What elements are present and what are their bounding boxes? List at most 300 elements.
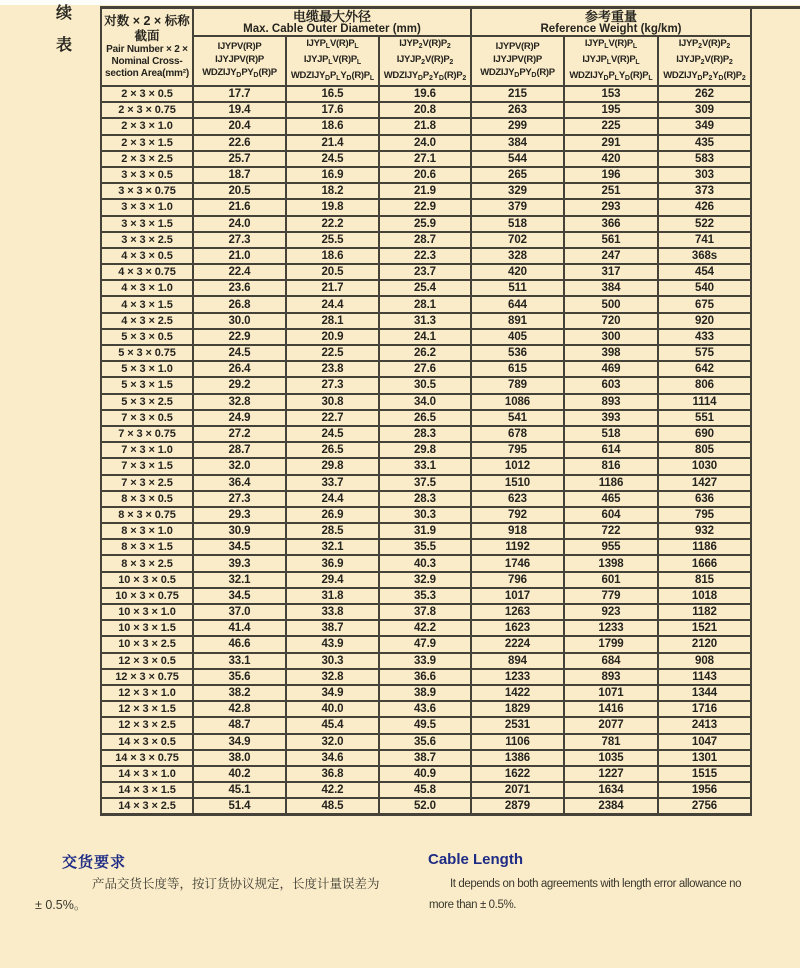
table-row <box>101 248 751 264</box>
value-cell: 1114 <box>658 394 751 410</box>
pair-size-cell: 12 × 3 × 0.5 <box>101 653 193 669</box>
value-cell: 33.7 <box>286 475 379 491</box>
value-cell: 29.3 <box>193 507 286 523</box>
value-cell: 37.8 <box>379 604 471 620</box>
table-row <box>101 766 751 782</box>
value-cell: 25.5 <box>286 232 379 248</box>
value-cell: 500 <box>564 296 658 312</box>
value-cell: 38.7 <box>379 750 471 766</box>
model-code-line: $IJYP_LV(R)P_L$ <box>584 38 638 50</box>
value-cell: 41.4 <box>193 620 286 636</box>
value-cell: 29.2 <box>193 377 286 393</box>
value-cell: 540 <box>658 280 751 296</box>
model-code-line: IJYPV(R)P <box>217 41 262 52</box>
value-cell: 741 <box>658 232 751 248</box>
value-cell: 398 <box>564 345 658 361</box>
pair-size-cell: 2 × 3 × 0.5 <box>101 86 193 102</box>
cable-length-text-line2: more than ± 0.5%. <box>429 899 517 911</box>
value-cell: 1030 <box>658 458 751 474</box>
value-cell: 30.9 <box>193 523 286 539</box>
table-row <box>101 669 751 685</box>
value-cell: 795 <box>471 442 564 458</box>
value-cell: 21.6 <box>193 199 286 215</box>
value-cell: 22.9 <box>193 329 286 345</box>
pair-header-zh-line1: 对数 × 2 × 标称 <box>104 14 190 28</box>
value-cell: 1301 <box>658 750 751 766</box>
model-code-line: $WDZIJY_DP_2Y_D(R)P_2$ <box>663 70 746 82</box>
value-cell: 35.6 <box>379 734 471 750</box>
value-cell: 518 <box>471 216 564 232</box>
value-cell: 792 <box>471 507 564 523</box>
value-cell: 34.9 <box>286 685 379 701</box>
value-cell: 2879 <box>471 798 564 815</box>
value-cell: 27.3 <box>193 232 286 248</box>
value-cell: 35.5 <box>379 539 471 555</box>
table-row <box>101 426 751 442</box>
value-cell: 28.1 <box>379 296 471 312</box>
value-cell: 25.7 <box>193 151 286 167</box>
pair-size-cell: 7 × 3 × 1.0 <box>101 442 193 458</box>
cable-length-text <box>429 874 774 916</box>
model-code-header <box>286 36 379 86</box>
value-cell: 2413 <box>658 717 751 733</box>
value-cell: 24.1 <box>379 329 471 345</box>
value-cell: 22.2 <box>286 216 379 232</box>
value-cell: 1086 <box>471 394 564 410</box>
value-cell: 26.2 <box>379 345 471 361</box>
value-cell: 36.9 <box>286 555 379 571</box>
value-cell: 195 <box>564 102 658 118</box>
value-cell: 31.8 <box>286 588 379 604</box>
value-cell: 894 <box>471 653 564 669</box>
value-cell: 20.4 <box>193 118 286 134</box>
value-cell: 384 <box>471 135 564 151</box>
value-cell: 433 <box>658 329 751 345</box>
value-cell: 40.3 <box>379 555 471 571</box>
value-cell: 1386 <box>471 750 564 766</box>
value-cell: 225 <box>564 118 658 134</box>
value-cell: 317 <box>564 264 658 280</box>
table-row <box>101 717 751 733</box>
value-cell: 2224 <box>471 636 564 652</box>
pair-size-cell: 12 × 3 × 1.0 <box>101 685 193 701</box>
value-cell: 24.5 <box>286 151 379 167</box>
table-row <box>101 604 751 620</box>
value-cell: 36.8 <box>286 766 379 782</box>
table-row <box>101 750 751 766</box>
page-top-edge <box>0 0 800 5</box>
value-cell: 262 <box>658 86 751 102</box>
table-row <box>101 572 751 588</box>
value-cell: 16.9 <box>286 167 379 183</box>
pair-size-cell: 5 × 3 × 0.75 <box>101 345 193 361</box>
value-cell: 32.8 <box>286 669 379 685</box>
pair-size-cell: 10 × 3 × 0.75 <box>101 588 193 604</box>
pair-size-cell: 14 × 3 × 0.5 <box>101 734 193 750</box>
value-cell: 1510 <box>471 475 564 491</box>
model-code-header <box>379 36 471 86</box>
value-cell: 722 <box>564 523 658 539</box>
value-cell: 24.4 <box>286 296 379 312</box>
value-cell: 32.8 <box>193 394 286 410</box>
value-cell: 28.1 <box>286 313 379 329</box>
value-cell: 24.0 <box>379 135 471 151</box>
value-cell: 420 <box>471 264 564 280</box>
value-cell: 789 <box>471 377 564 393</box>
value-cell: 30.3 <box>286 653 379 669</box>
value-cell: 908 <box>658 653 751 669</box>
value-cell: 30.3 <box>379 507 471 523</box>
value-cell: 2120 <box>658 636 751 652</box>
table-row <box>101 135 751 151</box>
value-cell: 795 <box>658 507 751 523</box>
value-cell: 22.4 <box>193 264 286 280</box>
value-cell: 299 <box>471 118 564 134</box>
value-cell: 1634 <box>564 782 658 798</box>
value-cell: 551 <box>658 410 751 426</box>
value-cell: 21.0 <box>193 248 286 264</box>
value-cell: 38.0 <box>193 750 286 766</box>
pair-size-cell: 12 × 3 × 2.5 <box>101 717 193 733</box>
value-cell: 1035 <box>564 750 658 766</box>
value-cell: 1623 <box>471 620 564 636</box>
value-cell: 38.2 <box>193 685 286 701</box>
value-cell: 26.5 <box>379 410 471 426</box>
value-cell: 384 <box>564 280 658 296</box>
value-cell: 420 <box>564 151 658 167</box>
value-cell: 2077 <box>564 717 658 733</box>
value-cell: 518 <box>564 426 658 442</box>
value-cell: 893 <box>564 394 658 410</box>
table-row <box>101 523 751 539</box>
value-cell: 28.7 <box>193 442 286 458</box>
model-code-line: $WDZIJY_DP_2Y_D(R)P_2$ <box>383 70 467 82</box>
value-cell: 781 <box>564 734 658 750</box>
pair-header-en-line3: section Area(mm²) <box>104 68 190 79</box>
table-row <box>101 798 751 815</box>
value-cell: 1746 <box>471 555 564 571</box>
value-cell: 247 <box>564 248 658 264</box>
value-cell: 893 <box>564 669 658 685</box>
value-cell: 35.6 <box>193 669 286 685</box>
weight-group-header <box>471 8 751 37</box>
value-cell: 45.1 <box>193 782 286 798</box>
value-cell: 29.8 <box>286 458 379 474</box>
model-code-line: $IJYJP_2V(R)P_2$ <box>676 54 733 66</box>
value-cell: 153 <box>564 86 658 102</box>
table-row <box>101 410 751 426</box>
value-cell: 49.5 <box>379 717 471 733</box>
pair-size-cell: 8 × 3 × 0.5 <box>101 491 193 507</box>
value-cell: 309 <box>658 102 751 118</box>
value-cell: 1143 <box>658 669 751 685</box>
value-cell: 34.0 <box>379 394 471 410</box>
table-top-rule-extension <box>750 6 800 9</box>
value-cell: 2384 <box>564 798 658 815</box>
value-cell: 469 <box>564 361 658 377</box>
pair-size-cell: 8 × 3 × 1.5 <box>101 539 193 555</box>
value-cell: 2531 <box>471 717 564 733</box>
delivery-text-line2: ± 0.5%。 <box>35 898 87 912</box>
value-cell: 263 <box>471 102 564 118</box>
value-cell: 405 <box>471 329 564 345</box>
value-cell: 1398 <box>564 555 658 571</box>
pair-size-cell: 5 × 3 × 0.5 <box>101 329 193 345</box>
diameter-header-zh: 电缆最大外径 <box>292 9 371 24</box>
value-cell: 22.3 <box>379 248 471 264</box>
pair-header-en-line2: Nominal Cross- <box>111 56 183 67</box>
pair-size-cell: 7 × 3 × 1.5 <box>101 458 193 474</box>
value-cell: 1427 <box>658 475 751 491</box>
table-row <box>101 151 751 167</box>
value-cell: 36.6 <box>379 669 471 685</box>
value-cell: 21.8 <box>379 118 471 134</box>
cable-length-text-line1: It depends on both agreements with length error allowance no <box>450 878 742 890</box>
value-cell: 604 <box>564 507 658 523</box>
table-row <box>101 636 751 652</box>
pair-size-cell: 4 × 3 × 1.5 <box>101 296 193 312</box>
value-cell: 28.3 <box>379 426 471 442</box>
pair-size-cell: 4 × 3 × 0.75 <box>101 264 193 280</box>
value-cell: 265 <box>471 167 564 183</box>
value-cell: 34.5 <box>193 539 286 555</box>
table-row <box>101 264 751 280</box>
value-cell: 614 <box>564 442 658 458</box>
value-cell: 1622 <box>471 766 564 782</box>
value-cell: 21.9 <box>379 183 471 199</box>
value-cell: 18.6 <box>286 248 379 264</box>
pair-size-cell: 8 × 3 × 0.75 <box>101 507 193 523</box>
value-cell: 1012 <box>471 458 564 474</box>
delivery-requirements-text <box>35 874 387 916</box>
value-cell: 920 <box>658 313 751 329</box>
value-cell: 366 <box>564 216 658 232</box>
pair-size-cell: 7 × 3 × 0.75 <box>101 426 193 442</box>
table-row <box>101 232 751 248</box>
value-cell: 24.5 <box>193 345 286 361</box>
value-cell: 19.8 <box>286 199 379 215</box>
value-cell: 918 <box>471 523 564 539</box>
value-cell: 806 <box>658 377 751 393</box>
value-cell: 28.7 <box>379 232 471 248</box>
pair-size-cell: 4 × 3 × 0.5 <box>101 248 193 264</box>
value-cell: 48.5 <box>286 798 379 815</box>
value-cell: 35.3 <box>379 588 471 604</box>
value-cell: 24.0 <box>193 216 286 232</box>
value-cell: 20.5 <box>193 183 286 199</box>
value-cell: 1716 <box>658 701 751 717</box>
table-row <box>101 685 751 701</box>
table-row <box>101 588 751 604</box>
value-cell: 720 <box>564 313 658 329</box>
value-cell: 575 <box>658 345 751 361</box>
value-cell: 196 <box>564 167 658 183</box>
value-cell: 18.2 <box>286 183 379 199</box>
value-cell: 702 <box>471 232 564 248</box>
value-cell: 24.9 <box>193 410 286 426</box>
pair-size-cell: 5 × 3 × 1.5 <box>101 377 193 393</box>
continued-table-label <box>52 5 76 69</box>
value-cell: 1018 <box>658 588 751 604</box>
value-cell: 31.9 <box>379 523 471 539</box>
value-cell: 27.2 <box>193 426 286 442</box>
model-code-line: $IJYJP_LV(R)P_L$ <box>303 54 362 66</box>
value-cell: 20.9 <box>286 329 379 345</box>
pair-size-cell: 3 × 3 × 1.0 <box>101 199 193 215</box>
value-cell: 43.6 <box>379 701 471 717</box>
pair-size-cell: 10 × 3 × 2.5 <box>101 636 193 652</box>
value-cell: 40.2 <box>193 766 286 782</box>
pair-size-cell: 5 × 3 × 2.5 <box>101 394 193 410</box>
table-row <box>101 782 751 798</box>
weight-header-zh: 参考重量 <box>584 9 637 24</box>
value-cell: 26.5 <box>286 442 379 458</box>
value-cell: 379 <box>471 199 564 215</box>
value-cell: 17.6 <box>286 102 379 118</box>
delivery-requirements-heading: 交货要求 <box>62 854 127 871</box>
value-cell: 32.0 <box>193 458 286 474</box>
pair-size-cell: 14 × 3 × 2.5 <box>101 798 193 815</box>
table-row <box>101 361 751 377</box>
value-cell: 42.2 <box>379 620 471 636</box>
model-code-line: $IJYJP_2V(R)P_2$ <box>396 54 454 66</box>
value-cell: 536 <box>471 345 564 361</box>
model-code-line: $IJYJP_LV(R)P_L$ <box>582 54 640 66</box>
diameter-header-en: Max. Cable Outer Diameter (mm) <box>243 23 421 35</box>
value-cell: 2071 <box>471 782 564 798</box>
value-cell: 23.7 <box>379 264 471 280</box>
model-code-header <box>193 36 286 86</box>
continued-char-1: 续 <box>55 5 72 22</box>
table-row <box>101 539 751 555</box>
value-cell: 28.5 <box>286 523 379 539</box>
value-cell: 42.2 <box>286 782 379 798</box>
value-cell: 544 <box>471 151 564 167</box>
model-code-line: $WDZIJY_DP_LY_D(R)P_L$ <box>290 70 375 82</box>
value-cell: 52.0 <box>379 798 471 815</box>
table-row <box>101 199 751 215</box>
pair-size-cell: 8 × 3 × 1.0 <box>101 523 193 539</box>
value-cell: 30.5 <box>379 377 471 393</box>
value-cell: 33.8 <box>286 604 379 620</box>
pair-size-cell: 3 × 3 × 0.5 <box>101 167 193 183</box>
value-cell: 642 <box>658 361 751 377</box>
value-cell: 43.9 <box>286 636 379 652</box>
pair-size-cell: 14 × 3 × 1.5 <box>101 782 193 798</box>
value-cell: 22.5 <box>286 345 379 361</box>
value-cell: 932 <box>658 523 751 539</box>
value-cell: 1233 <box>471 669 564 685</box>
value-cell: 26.8 <box>193 296 286 312</box>
value-cell: 25.4 <box>379 280 471 296</box>
table-row <box>101 86 751 102</box>
pair-size-cell: 14 × 3 × 0.75 <box>101 750 193 766</box>
model-code-line: $IJYP_2V(R)P_2$ <box>399 38 451 50</box>
value-cell: 454 <box>658 264 751 280</box>
table-row <box>101 620 751 636</box>
value-cell: 300 <box>564 329 658 345</box>
value-cell: 20.5 <box>286 264 379 280</box>
table-row <box>101 216 751 232</box>
model-code-line: IJYPV(R)P <box>495 41 540 52</box>
value-cell: 1047 <box>658 734 751 750</box>
value-cell: 293 <box>564 199 658 215</box>
value-cell: 24.4 <box>286 491 379 507</box>
pair-size-cell: 12 × 3 × 0.75 <box>101 669 193 685</box>
value-cell: 1416 <box>564 701 658 717</box>
value-cell: 511 <box>471 280 564 296</box>
value-cell: 39.3 <box>193 555 286 571</box>
table-row <box>101 280 751 296</box>
value-cell: 45.4 <box>286 717 379 733</box>
continued-char-2: 表 <box>55 37 72 54</box>
value-cell: 923 <box>564 604 658 620</box>
model-code-line: IJYJPV(R)P <box>493 54 542 65</box>
pair-size-cell: 4 × 3 × 1.0 <box>101 280 193 296</box>
pair-size-cell: 10 × 3 × 0.5 <box>101 572 193 588</box>
value-cell: 955 <box>564 539 658 555</box>
value-cell: 27.3 <box>286 377 379 393</box>
value-cell: 34.6 <box>286 750 379 766</box>
value-cell: 1192 <box>471 539 564 555</box>
table-row <box>101 394 751 410</box>
cable-length-heading: Cable Length <box>428 851 524 868</box>
value-cell: 16.5 <box>286 86 379 102</box>
value-cell: 779 <box>564 588 658 604</box>
value-cell: 1263 <box>471 604 564 620</box>
value-cell: 1799 <box>564 636 658 652</box>
pair-size-cell: 2 × 3 × 1.0 <box>101 118 193 134</box>
table-row <box>101 329 751 345</box>
value-cell: 426 <box>658 199 751 215</box>
value-cell: 33.1 <box>379 458 471 474</box>
value-cell: 21.4 <box>286 135 379 151</box>
model-code-line: IJYJPV(R)P <box>215 54 264 65</box>
value-cell: 644 <box>471 296 564 312</box>
table-row <box>101 345 751 361</box>
model-code-line: $IJYP_2V(R)P_2$ <box>678 38 731 50</box>
value-cell: 40.0 <box>286 701 379 717</box>
table-row <box>101 118 751 134</box>
table-row <box>101 313 751 329</box>
pair-size-cell: 3 × 3 × 0.75 <box>101 183 193 199</box>
value-cell: 29.8 <box>379 442 471 458</box>
value-cell: 1186 <box>564 475 658 491</box>
value-cell: 40.9 <box>379 766 471 782</box>
value-cell: 1666 <box>658 555 751 571</box>
value-cell: 20.6 <box>379 167 471 183</box>
table-row <box>101 507 751 523</box>
value-cell: 32.1 <box>286 539 379 555</box>
value-cell: 37.5 <box>379 475 471 491</box>
value-cell: 815 <box>658 572 751 588</box>
value-cell: 251 <box>564 183 658 199</box>
value-cell: 26.9 <box>286 507 379 523</box>
value-cell: 27.6 <box>379 361 471 377</box>
pair-size-cell: 14 × 3 × 1.0 <box>101 766 193 782</box>
value-cell: 329 <box>471 183 564 199</box>
pair-size-cell: 10 × 3 × 1.5 <box>101 620 193 636</box>
value-cell: 1422 <box>471 685 564 701</box>
model-code-line: $WDZIJY_DPY_D(R)P$ <box>480 67 555 79</box>
value-cell: 30.0 <box>193 313 286 329</box>
value-cell: 20.8 <box>379 102 471 118</box>
value-cell: 541 <box>471 410 564 426</box>
table-row <box>101 458 751 474</box>
table-row <box>101 183 751 199</box>
value-cell: 34.5 <box>193 588 286 604</box>
value-cell: 38.7 <box>286 620 379 636</box>
